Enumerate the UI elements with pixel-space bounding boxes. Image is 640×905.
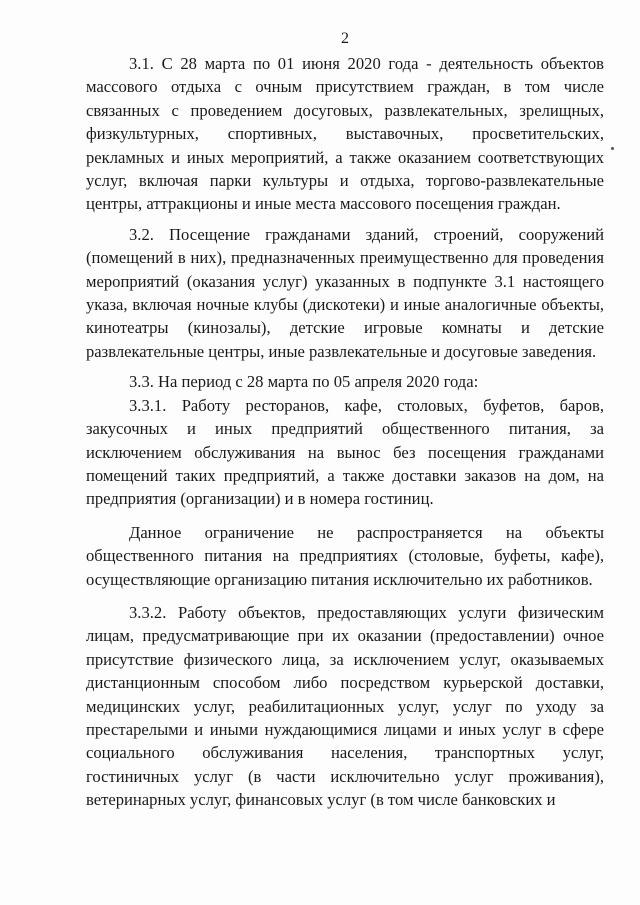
paragraph-3-3-2: 3.3.2. Работу объектов, предоставляющих услуги физическим лицам, предусматривающие при их оказании (предоставлении) очное присутствие физического лица, за исключением услуг, оказываемых дистанционным способом либо посредством курьерской доставки, медицинских услуг, реабилитационных услуг, услуг по уходу за престарелыми и иными нуждающимися лицами и иных услуг в сфере социального обслуживания населения, транспортных услуг, гостиничных услуг (в части исключительно услуг проживания), ветеринарных услуг, финансовых услуг (в том числе банковских и <box>86 602 604 810</box>
paragraph-3-1: 3.1. С 28 марта по 01 июня 2020 года - деятельность объектов массового отдыха с очным присутствием граждан, в том числе связанных с проведением досуговых, развлекательных, зрелищных, физкультурных, спортивных, выставочных, просветительских, рекламных и иных мероприятий, а также оказанием соответствующих услуг, включая парки культуры и отдыха, торгово-развлекательные центры, аттракционы и иные места массового посещения граждан. <box>86 54 604 214</box>
scan-speck <box>611 147 614 150</box>
paragraph-restriction-note: Данное ограничение не распространяется на объекты общественного питания на предприятиях (столовые, буфеты, кафе), осуществляющие организацию питания исключительно их работников. <box>86 522 604 589</box>
document-body <box>86 52 604 812</box>
page-number: 2 <box>341 30 349 47</box>
paragraph-3-2: 3.2. Посещение гражданами зданий, строений, сооружений (помещений в них), предназначенных преимущественно для проведения мероприятий (оказания услуг) указанных в подпункте 3.1 настоящего указа, включая ночные клубы (дискотеки) и иные аналогичные объекты, кинотеатры (кинозалы), детские игровые комнаты и детские развлекательные центры, иные развлекательные и досуговые заведения. <box>86 224 604 361</box>
paragraph-3-3: 3.3. На период с 28 марта по 05 апреля 2020 года: <box>129 372 479 392</box>
paragraph-3-3-1: 3.3.1. Работу ресторанов, кафе, столовых, буфетов, баров, закусочных и иных предприятий общественного питания, за исключением обслуживания на вынос без посещения гражданами помещений таких предприятий, а также доставки заказов на дом, на предприятия (организации) и в номера гостиниц. <box>86 395 604 509</box>
